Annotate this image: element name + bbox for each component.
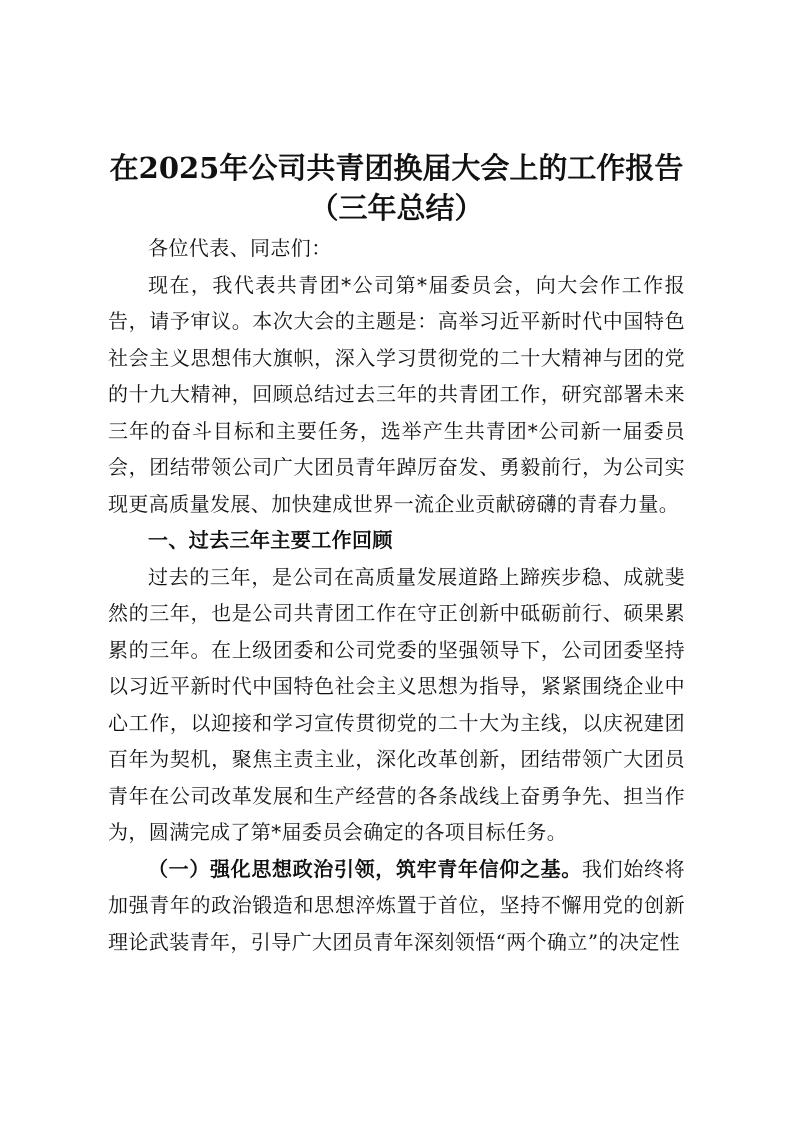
document-title: 在2025年公司共青团换届大会上的工作报告 bbox=[109, 151, 684, 185]
salutation: 各位代表、同志们： bbox=[148, 236, 332, 260]
subsection-body: 我们始终将加强青年的政治锻造和思想淬炼置于首位，坚持不懈用党的创新理论武装青年，引导广大团员青年深刻领悟“两个确立”的决定性 bbox=[108, 856, 686, 954]
section-review-paragraph: 过去的三年，是公司在高质量发展道路上蹄疾步稳、成就斐然的三年，也是公司共青团工作在守正创新中砥砺前行、硕果累累的三年。在上级团委和公司党委的坚强领导下，公司团委坚持以习近平新时代中国特色社会主义思想为指导，紧紧围绕企业中心工作，以迎接和学习宣传贯彻党的二十大为主线，以庆祝建团百年为契机，聚焦主责主业，深化改革创新，团结带领广大团员青年在公司改革发展和生产经营的各条战线上奋勇争先、担当作为，圆满完成了第*届委员会确定的各项目标任务。 bbox=[108, 564, 685, 844]
subsection-paragraph bbox=[108, 851, 685, 961]
document-subtitle: （三年总结） bbox=[309, 191, 484, 225]
subsection-heading: （一）强化思想政治引领，筑牢青年信仰之基。 bbox=[148, 856, 582, 881]
intro-paragraph: 现在，我代表共青团*公司第*届委员会，向大会作工作报告，请予审议。本次大会的主题是：高举习近平新时代中国特色社会主义思想伟大旗帜，深入学习贯彻党的二十大精神与团的党的十九大精神，回顾总结过去三年的共青团工作，研究部署未来三年的奋斗目标和主要任务，选举产生共青团*公司新一届委员会，团结带领公司广大团员青年踔厉奋发、勇毅前行，为公司实现更高质量发展、加快建成世界一流企业贡献磅礴的青春力量。 bbox=[108, 272, 685, 516]
section-heading-review: 一、过去三年主要工作回顾 bbox=[148, 528, 393, 552]
